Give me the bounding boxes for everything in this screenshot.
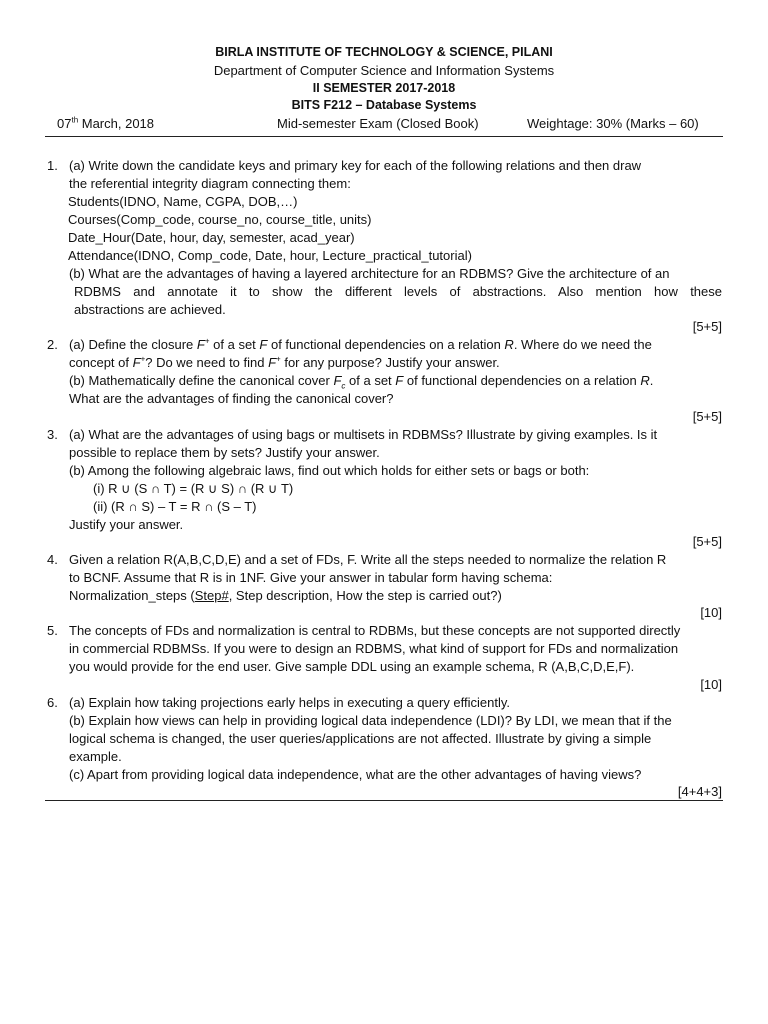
text-span: 07 xyxy=(57,116,72,131)
question-number: 6. xyxy=(47,695,58,710)
question-text: RDBMS and annotate it to show the different levels of abstractions. Also mention how these xyxy=(74,284,722,299)
text-span: of functional dependencies on a relation xyxy=(403,373,641,388)
text-span: for any purpose? Justify your answer. xyxy=(280,355,500,370)
text-span: + xyxy=(276,354,281,364)
exam-date xyxy=(57,115,154,133)
question-marks: [5+5] xyxy=(692,319,722,334)
text-span: (b) Mathematically define the canonical cover xyxy=(69,373,334,388)
text-span: + xyxy=(204,336,210,346)
question-text: logical schema is changed, the user queries/applications are not affected. Illustrate by giving a simple xyxy=(69,731,652,746)
header-divider xyxy=(45,136,723,137)
relation-schema: Students(IDNO, Name, CGPA, DOB,…) xyxy=(68,194,298,209)
algebraic-law: (i) R ∪ (S ∩ T) = (R ∪ S) ∩ (R ∪ T) xyxy=(93,481,294,496)
question-text: (a) Explain how taking projections early helps in executing a query efficiently. xyxy=(69,695,511,710)
question-number: 1. xyxy=(47,158,58,173)
question-text: The concepts of FDs and normalization is central to RDBMs, but these concepts are not supported directly xyxy=(69,623,681,638)
text-span: + xyxy=(140,354,146,364)
text-span: F xyxy=(268,355,277,370)
text-span: of a set xyxy=(345,373,396,388)
question-text: (b) Among the following algebraic laws, find out which holds for either sets or bags or both: xyxy=(69,463,590,478)
question-text: Given a relation R(A,B,C,D,E) and a set of FDs, F. Write all the steps needed to normalize the relation R xyxy=(69,552,667,567)
text-span: , Step description, How the step is carried out?) xyxy=(228,588,502,603)
question-text: (a) What are the advantages of using bags or multisets in RDBMSs? Illustrate by giving examples. Is it xyxy=(69,427,658,442)
question-text: Justify your answer. xyxy=(69,517,184,532)
text-span: R xyxy=(640,373,650,388)
algebraic-law: (ii) (R ∩ S) – T = R ∩ (S – T) xyxy=(93,499,257,514)
question-text: you would provide for the end user. Give sample DDL using an example schema, R (A,B,C,D,E,F). xyxy=(69,659,635,674)
question-text: (c) Apart from providing logical data independence, what are the other advantages of having views? xyxy=(69,767,642,782)
text-span: ? Do we need to find xyxy=(145,355,269,370)
text-span: F xyxy=(196,337,205,352)
text-span: (a) Define the closure xyxy=(69,337,197,352)
text-span: of a set xyxy=(209,337,260,352)
department-name: Department of Computer Science and Information Systems xyxy=(213,63,555,78)
question-text: (b) What are the advantages of having a layered architecture for an RDBMS? Give the architecture of an xyxy=(69,266,670,281)
question-marks: [5+5] xyxy=(692,534,722,549)
text-span: th xyxy=(71,115,79,125)
text-span: F xyxy=(333,373,342,388)
semester-label: II SEMESTER 2017-2018 xyxy=(312,81,456,95)
text-span: R xyxy=(504,337,514,352)
question-text xyxy=(69,354,722,372)
question-text: abstractions are achieved. xyxy=(74,302,226,317)
exam-type: Mid-semester Exam (Closed Book) xyxy=(277,116,479,131)
text-span: Normalization_steps ( xyxy=(69,588,195,603)
question-text xyxy=(69,336,722,354)
text-span: concept of xyxy=(69,355,133,370)
question-marks: [10] xyxy=(700,677,722,692)
question-marks: [5+5] xyxy=(692,409,722,424)
question-text: possible to replace them by sets? Justify your answer. xyxy=(69,445,380,460)
relation-schema: Courses(Comp_code, course_no, course_title, units) xyxy=(68,212,372,227)
text-span: F xyxy=(395,373,404,388)
question-number: 5. xyxy=(47,623,58,638)
question-text: to BCNF. Assume that R is in 1NF. Give your answer in tabular form having schema: xyxy=(69,570,553,585)
question-marks: [10] xyxy=(700,605,722,620)
question-text: (a) Write down the candidate keys and primary key for each of the following relations and then draw xyxy=(69,158,642,173)
footer-divider xyxy=(45,800,723,801)
text-span: . Where do we need the xyxy=(513,337,652,352)
relation-schema: Date_Hour(Date, hour, day, semester, acad_year) xyxy=(68,230,355,245)
question-text: the referential integrity diagram connecting them: xyxy=(69,176,351,191)
institute-name: BIRLA INSTITUTE OF TECHNOLOGY & SCIENCE, PILANI xyxy=(215,45,553,59)
question-text xyxy=(69,587,722,605)
exam-weightage: Weightage: 30% (Marks – 60) xyxy=(527,116,699,131)
question-number: 4. xyxy=(47,552,58,567)
question-text: What are the advantages of finding the canonical cover? xyxy=(69,391,394,406)
text-span: of functional dependencies on a relation xyxy=(267,337,505,352)
question-number: 3. xyxy=(47,427,58,442)
course-title: BITS F212 – Database Systems xyxy=(291,98,477,112)
text-span: . xyxy=(649,373,654,388)
text-span: F xyxy=(132,355,141,370)
text-span: Step# xyxy=(194,588,229,603)
text-span: March, 2018 xyxy=(78,116,155,131)
question-text: (b) Explain how views can help in providing logical data independence (LDI)? By LDI, we mean that if the xyxy=(69,713,672,728)
question-text: example. xyxy=(69,749,122,764)
question-number: 2. xyxy=(47,337,58,352)
text-span: F xyxy=(259,337,268,352)
question-text: in commercial RDBMSs. If you were to design an RDBMS, what kind of support for FDs and normalization xyxy=(69,641,679,656)
text-span: c xyxy=(341,381,346,391)
question-marks: [4+4+3] xyxy=(677,784,722,799)
relation-schema: Attendance(IDNO, Comp_code, Date, hour, Lecture_practical_tutorial) xyxy=(68,248,472,263)
question-text xyxy=(69,372,722,390)
